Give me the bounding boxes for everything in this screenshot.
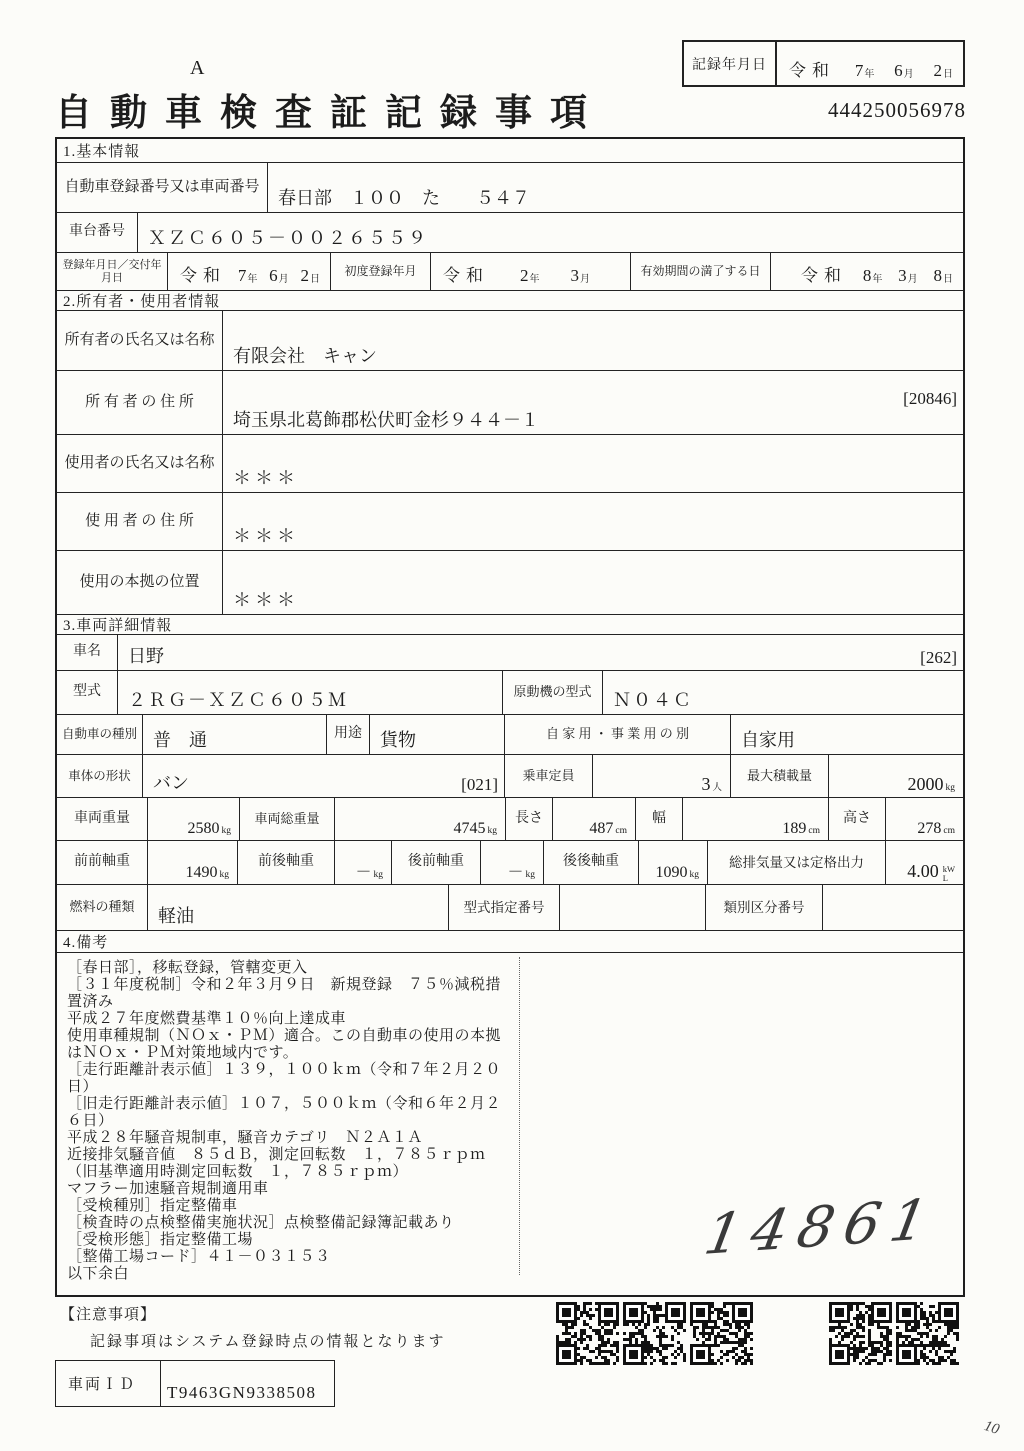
- body-shape-code: [021]: [461, 775, 498, 794]
- user-name-value: ＊＊＊: [222, 435, 963, 492]
- owner-address-value: 埼玉県北葛飾郡松伏町金杉９４４－１ [20846]: [222, 371, 963, 434]
- remark-line: （旧基準適用時測定回転数 １，７８５ｒｐｍ）: [67, 1164, 409, 1180]
- type-approval-label: 型式指定番号: [448, 885, 559, 930]
- qr-code-icon: [896, 1302, 959, 1365]
- expiry-date-value: 令和 8 年 3 月 8 日: [770, 253, 963, 290]
- remark-line: 近接排気騒音値 ８５ｄＢ，測定回転数 １，７８５ｒｐｍ: [67, 1147, 486, 1163]
- gross-weight-value: 4745 kg: [334, 798, 505, 840]
- row-weights: [57, 797, 963, 840]
- corner-mark: A: [190, 57, 205, 79]
- row-owner-address: [57, 370, 963, 434]
- qr-code-icon: [556, 1302, 619, 1365]
- section-basic-heading: 1.基本情報: [63, 144, 141, 160]
- fuel-type-value: 軽油: [147, 885, 448, 930]
- corner-scribble: 10: [982, 1418, 1002, 1438]
- weight-value: 2580 kg: [147, 798, 239, 840]
- private-business-value: 自家用: [730, 715, 963, 754]
- remark-line: 平成２８年騒音規制車，騒音カテゴリ Ｎ２Ａ１Ａ: [67, 1130, 423, 1146]
- notice-text: 記録事項はシステム登録時点の情報となります: [90, 1334, 446, 1350]
- record-date-box: [682, 40, 965, 87]
- axle-front-front-value: 1490 kg: [147, 841, 237, 884]
- power-displacement-label: 総排気量又は定格出力: [707, 841, 885, 884]
- row-axle-weights: [57, 840, 963, 884]
- row-owner-name: [57, 310, 963, 370]
- axle-front-front-label: 前前軸重: [74, 854, 130, 870]
- remarks-divider: [519, 957, 520, 1275]
- car-name-code: [262]: [920, 648, 957, 667]
- record-date-label: 記録年月日: [684, 42, 776, 85]
- type-approval-value: [559, 885, 705, 930]
- row-dates: [57, 252, 963, 290]
- remark-line: ［旧走行距離計表示値］１０７，５００ｋｍ（令和６年２月２６日）: [67, 1096, 502, 1129]
- fuel-type-label: 燃料の種類: [69, 899, 135, 915]
- engine-model-label: 原動機の型式: [502, 671, 602, 714]
- row-chassis-number: [57, 212, 963, 252]
- registration-number-label: 自動車登録番号又は車両番号: [64, 178, 260, 195]
- axle-front-rear-label: 前後軸重: [237, 841, 334, 884]
- handwritten-number: 14861: [699, 1187, 943, 1268]
- registration-date-label: 登録年月日／交付年月日: [62, 258, 162, 284]
- qr-code-icon: [690, 1302, 753, 1365]
- main-table: [55, 137, 965, 1297]
- row-fuel: [57, 884, 963, 930]
- model-label: 型式: [73, 684, 101, 700]
- registration-date-value: 令和 7 年 6 月 2 日: [167, 253, 330, 290]
- record-date-value: 令和 7 年 6 月 2 日: [776, 42, 963, 85]
- power-unit: kW L: [942, 864, 955, 883]
- weight-label: 車両重量: [74, 810, 130, 826]
- row-user-address: [57, 492, 963, 550]
- owner-address-label: 所 有 者 の 住 所: [85, 393, 194, 410]
- notice-heading: 【注意事項】: [60, 1307, 157, 1323]
- registration-number-value: 春日部 １００ た ５４７: [267, 163, 963, 212]
- axle-rear-front-value: － kg: [480, 841, 543, 884]
- vehicle-id-value: T9463GN9338508: [167, 1383, 317, 1402]
- remarks-box: [57, 952, 963, 1295]
- car-name-label: 車名: [73, 644, 101, 660]
- remark-line: 平成２７年度燃費基準１０％向上達成車: [67, 1011, 347, 1027]
- max-load-value: 2000 kg: [828, 755, 963, 797]
- length-label: 長さ: [505, 798, 552, 840]
- owner-name-label: 所有者の氏名又は名称: [64, 331, 215, 348]
- body-shape-value: バン [021]: [142, 755, 504, 797]
- owner-name-value: 有限会社 キャン: [222, 311, 963, 370]
- remark-line: ［３１年度税制］令和２年３月９日 新規登録 ７５％減税措置済み: [67, 977, 502, 1010]
- section-owner-heading: 2.所有者・使用者情報: [57, 290, 963, 310]
- row-registration-number: [57, 162, 963, 212]
- vehicle-id-box: [55, 1360, 335, 1407]
- use-label: 用途: [326, 715, 369, 754]
- class-number-label: 類別区分番号: [705, 885, 822, 930]
- axle-rear-rear-value: 1090 kg: [638, 841, 707, 884]
- qr-code-icon: [829, 1302, 892, 1365]
- height-label: 高さ: [828, 798, 885, 840]
- axle-front-rear-value: － kg: [334, 841, 391, 884]
- row-body-shape: [57, 754, 963, 797]
- row-base-location: [57, 550, 963, 614]
- width-value: 189 cm: [682, 798, 828, 840]
- section-remarks-heading: 4.備考: [57, 930, 963, 952]
- power-displacement-value: 4.00 kW L: [885, 841, 963, 884]
- row-category: [57, 714, 963, 754]
- user-address-value: ＊＊＊: [222, 493, 963, 550]
- remark-line: ［受検種別］指定整備車: [67, 1198, 238, 1214]
- gross-weight-label: 車両総重量: [239, 798, 334, 840]
- remark-line: ［受検形態］指定整備工場: [67, 1232, 254, 1248]
- width-label: 幅: [635, 798, 682, 840]
- remark-line: 以下余白: [67, 1266, 130, 1282]
- height-value: 278 cm: [885, 798, 963, 840]
- remarks-text: [67, 960, 515, 1283]
- class-number-value: [822, 885, 963, 930]
- capacity-label: 乗車定員: [504, 755, 592, 797]
- category-value: 普 通: [142, 715, 326, 754]
- first-registration-label: 初度登録年月: [330, 253, 430, 290]
- vehicle-id-label: 車両ＩＤ: [56, 1361, 161, 1406]
- owner-address-code: [20846]: [903, 389, 957, 408]
- use-value: 貨物: [369, 715, 504, 754]
- page-title: 自動車検査証記録事項: [55, 93, 605, 134]
- chassis-number-label: 車台番号: [69, 224, 125, 240]
- axle-rear-front-label: 後前軸重: [391, 841, 480, 884]
- base-location-value: ＊＊＊: [222, 551, 963, 614]
- engine-model-value: Ｎ０４Ｃ: [602, 671, 963, 714]
- length-value: 487 cm: [552, 798, 635, 840]
- capacity-value: 3 人: [592, 755, 730, 797]
- base-location-label: 使用の本拠の位置: [79, 573, 200, 590]
- category-label: 自動車の種別: [61, 727, 137, 742]
- body-shape-label: 車体の形状: [68, 768, 131, 783]
- first-registration-value: 令和 2 年 3 月: [430, 253, 630, 290]
- remark-line: ［整備工場コード］４１－０３１５３: [67, 1249, 331, 1265]
- row-car-name: [57, 634, 963, 670]
- max-load-label: 最大積載量: [730, 755, 828, 797]
- remark-line: 使用車種規制（ＮＯｘ・ＰＭ）適合。この自動車の使用の本拠はＮＯｘ・ＰＭ対策地域内です。: [67, 1028, 502, 1061]
- axle-rear-rear-label: 後後軸重: [543, 841, 638, 884]
- section-vehicle-heading: 3.車両詳細情報: [57, 614, 963, 634]
- private-business-label: 自 家 用 ・ 事 業 用 の 別: [504, 715, 730, 754]
- model-value: ２ＲＧ－ＸＺＣ６０５Ｍ: [117, 671, 502, 714]
- expiry-date-label: 有効期間の満了する日: [630, 253, 770, 290]
- remark-line: マフラー加速騒音規制適用車: [67, 1181, 269, 1197]
- qr-code-icon: [623, 1302, 686, 1365]
- row-model: [57, 670, 963, 714]
- car-name-value: 日野 [262]: [117, 635, 963, 670]
- document-number: 444250056978: [828, 98, 966, 122]
- remark-line: ［走行距離計表示値］１３９，１００ｋｍ（令和７年２月２０日）: [67, 1062, 502, 1095]
- remark-line: ［検査時の点検整備実施状況］点検整備記録簿記載あり: [67, 1215, 455, 1231]
- remark-line: ［春日部］，移転登録，管轄変更入: [67, 960, 308, 976]
- chassis-number-value: ＸＺＣ６０５－００２６５５９: [137, 213, 963, 252]
- row-user-name: [57, 434, 963, 492]
- user-address-label: 使 用 者 の 住 所: [85, 512, 194, 529]
- user-name-label: 使用者の氏名又は名称: [64, 454, 215, 471]
